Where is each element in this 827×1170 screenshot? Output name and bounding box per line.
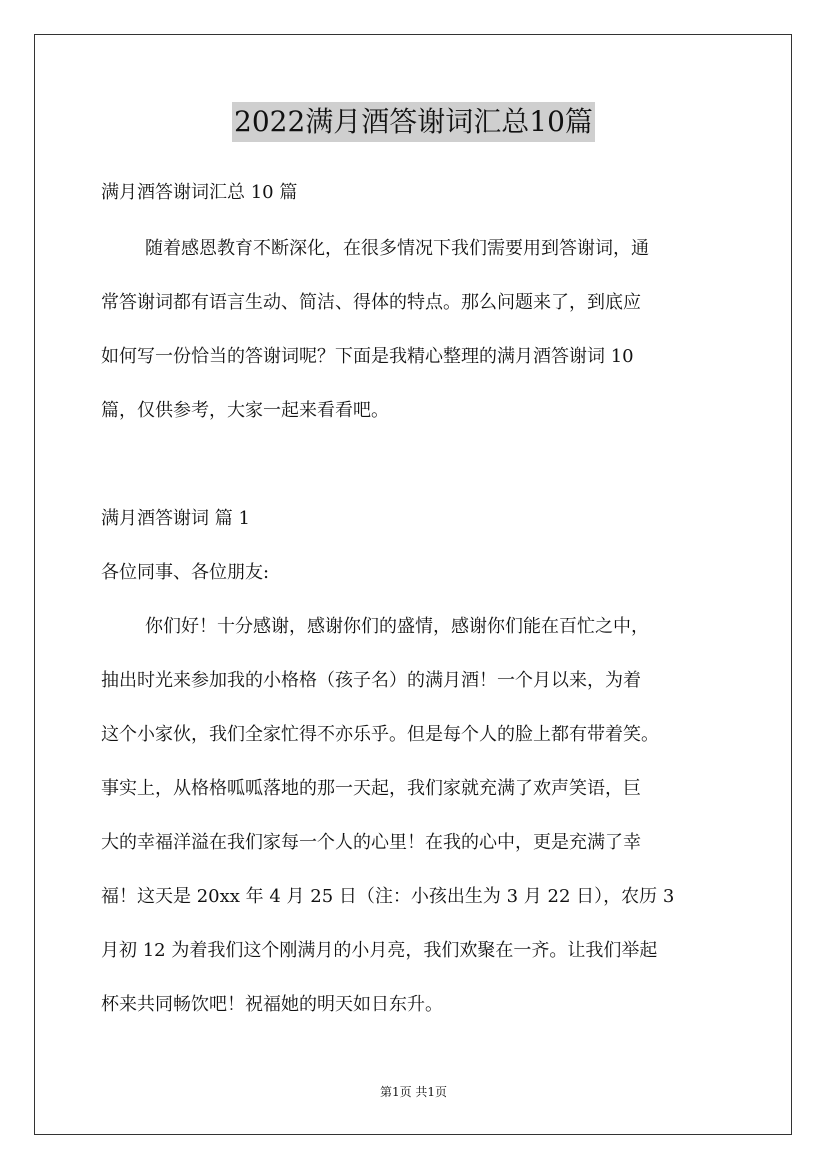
speech-line: 抽出时光来参加我的小格格（孩子名）的满月酒！一个月以来，为着 (101, 670, 641, 691)
speech-line: 你们好！十分感谢，感谢你们的盛情，感谢你们能在百忙之中， (145, 616, 649, 637)
intro-line: 如何写一份恰当的答谢词呢？下面是我精心整理的满月酒答谢词 10 (101, 346, 634, 367)
speech-line: 月初 12 为着我们这个刚满月的小月亮，我们欢聚在一齐。让我们举起 (101, 940, 658, 961)
speech-paragraph (101, 610, 731, 1042)
speech-line: 杯来共同畅饮吧！祝福她的明天如日东升。 (101, 994, 443, 1015)
speech-line: 事实上，从格格呱呱落地的那一天起，我们家就充满了欢声笑语，巨 (101, 778, 641, 799)
document-subtitle: 满月酒答谢词汇总 10 篇 (101, 182, 298, 203)
speech-line: 这个小家伙，我们全家忙得不亦乐乎。但是每个人的脸上都有带着笑。 (101, 724, 659, 745)
greeting: 各位同事、各位朋友: (101, 562, 270, 583)
intro-line: 常答谢词都有语言生动、简洁、得体的特点。那么问题来了，到底应 (101, 292, 641, 313)
document-title: 2022满月酒答谢词汇总10篇 (232, 102, 595, 142)
speech-line: 福！这天是 20xx 年 4 月 25 日（注：小孩出生为 3 月 22 日），农历 3 (101, 886, 675, 907)
intro-line: 随着感恩教育不断深化，在很多情况下我们需要用到答谢词，通 (145, 238, 649, 259)
intro-paragraph (101, 232, 731, 448)
document-body (101, 176, 731, 1042)
paragraph-gap (101, 448, 731, 502)
page-footer: 第1页 共1页 (379, 1085, 448, 1099)
intro-line: 篇，仅供参考，大家一起来看看吧。 (101, 400, 389, 421)
section-heading: 满月酒答谢词 篇 1 (101, 508, 250, 529)
title-block (0, 102, 827, 142)
speech-line: 大的幸福洋溢在我们家每一个人的心里！在我的心中，更是充满了幸 (101, 832, 641, 853)
